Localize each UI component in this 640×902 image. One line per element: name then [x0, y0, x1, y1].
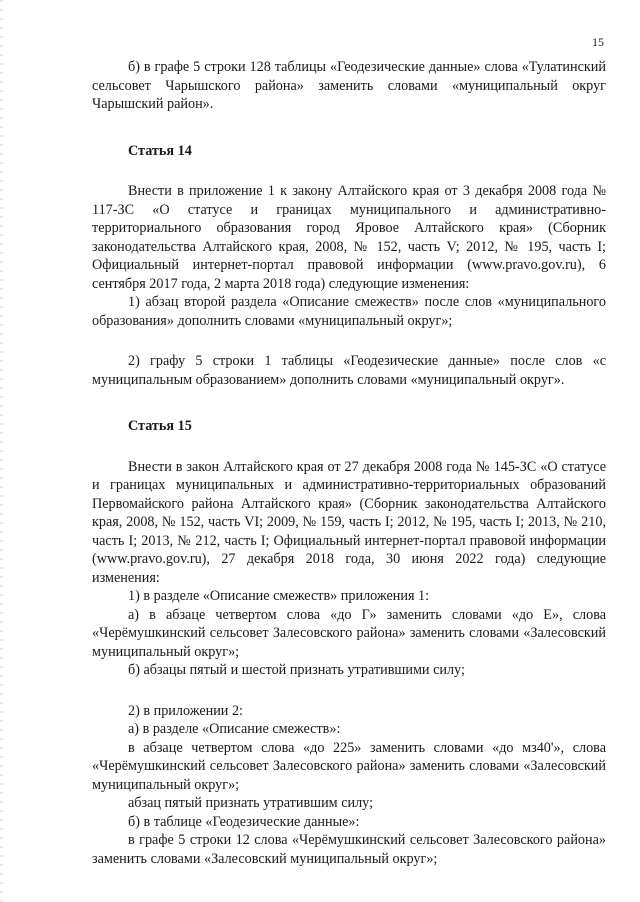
article-15-heading: Статья 15 [128, 418, 192, 434]
page-number: 15 [592, 35, 604, 49]
paragraph-p4: 2) графу 5 строки 1 таблицы «Геодезические данные» после слов «с муниципальным образованием» дополнить словами «муниципальный округ». [92, 353, 606, 388]
paragraph-p1: б) в графе 5 строки 128 таблицы «Геодезические данные» слова «Тулатинский сельсовет Чарышского района» заменить словами «муниципальный округ Чарышский район». [92, 59, 606, 112]
paragraph-p10: а) в разделе «Описание смежеств»: [128, 721, 341, 737]
paragraph-p2: Внести в приложение 1 к закону Алтайского края от 3 декабря 2008 года № 117-ЗС «О статусе и границах муниципального и административно-территориального образования город Яровое Алтайского края» (Сборник законодательства Алтайского края, 2008, № 152, часть V; 2012, № 195, часть I; Официальный интернет-портал правовой информации (www.pravo.gov.ru), 6 сентября 2017 года, 2 марта 2018 года) следующие изменения: [92, 183, 606, 292]
scan-edge-artifact [0, 0, 3, 902]
paragraph-p9: 2) в приложении 2: [128, 702, 243, 719]
article-14-heading: Статья 14 [128, 142, 192, 159]
paragraph-p7: а) в абзаце четвертом слова «до Г» заменить словами «до Е», слова «Черёмушкинский сельсовет Залесовского района» заменить словами «Залесовский муниципальный округ»; [92, 606, 606, 660]
paragraph-p6: 1) в разделе «Описание смежеств» приложения 1: [128, 588, 430, 604]
document-body [92, 58, 606, 868]
paragraph-p12: абзац пятый признать утратившим силу; [128, 795, 374, 811]
paragraph-p5: Внести в закон Алтайского края от 27 декабря 2008 года № 145-ЗС «О статусе и границах муниципальных и административно-территориальных образований Первомайского района Алтайского края» (Сборник законодательства Алтайского края, 2008, № 152, часть VI; 2009, № 159, часть I; 2012, № 195, часть I; 2013, № 210, часть I; 2013, № 212, часть I; Официальный интернет-портал правовой информации (www.pravo.gov.ru), 27 декабря 2018 года, 30 июня 2022 года) следующие изменения: [92, 458, 606, 586]
paragraph-p8: б) абзацы пятый и шестой признать утратившими силу; [128, 662, 465, 678]
paragraph-p13: б) в таблице «Геодезические данные»: [128, 813, 360, 830]
paragraph-p14: в графе 5 строки 12 слова «Черёмушкинский сельсовет Залесовского района» заменить словами «Залесовский муниципальный округ»; [92, 832, 606, 867]
paragraph-p11: в абзаце четвертом слова «до 225» заменить словами «до мз40'», слова «Черёмушкинский сельсовет Залесовского района» заменить словами «Залесовский муниципальный округ»; [92, 739, 606, 793]
paragraph-p3: 1) абзац второй раздела «Описание смежеств» после слов «муниципального образования» дополнить словами «муниципальный округ»; [92, 294, 606, 329]
